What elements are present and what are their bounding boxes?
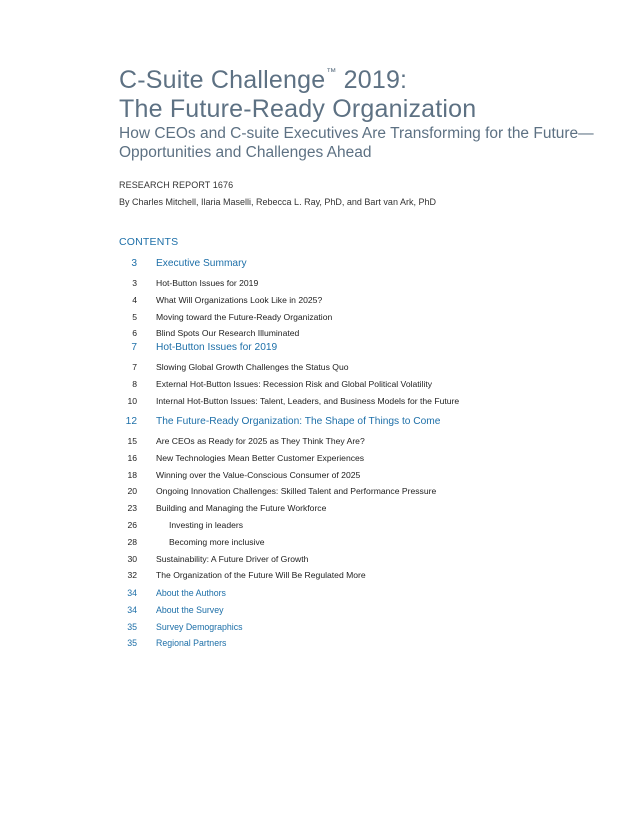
toc-entry-title: About the Survey xyxy=(156,604,224,615)
toc-page-number: 20 xyxy=(127,486,137,497)
report-subtitle: How CEOs and C-suite Executives Are Transforming for the Future—Opportunities and Challenges Ahead xyxy=(119,125,594,161)
toc-page-number: 32 xyxy=(127,570,137,581)
toc-entry-title: External Hot-Button Issues: Recession Risk and Global Political Volatility xyxy=(156,378,433,389)
toc-entry-title: Hot-Button Issues for 2019 xyxy=(156,278,259,288)
toc-entry-title: New Technologies Mean Better Customer Experiences xyxy=(156,452,365,463)
toc-page-number: 3 xyxy=(132,278,137,288)
toc-page-number: 7 xyxy=(132,362,137,372)
toc-entry-title: What Will Organizations Look Like in 2025? xyxy=(156,294,323,305)
toc-entry-title: The Future-Ready Organization: The Shape of Things to Come xyxy=(156,416,441,427)
toc-page-number: 18 xyxy=(127,469,137,480)
toc-page-number: 30 xyxy=(127,553,137,564)
author-line: By Charles Mitchell, Ilaria Maselli, Rebecca L. Ray, PhD, and Bart van Ark, PhD xyxy=(119,197,436,207)
toc-page-number: 7 xyxy=(131,342,137,353)
toc-entry-title: Winning over the Value-Conscious Consumer of 2025 xyxy=(156,469,361,480)
toc-entry-title: Regional Partners xyxy=(156,638,227,649)
toc-entry-title: Ongoing Innovation Challenges: Skilled Talent and Performance Pressure xyxy=(156,486,437,497)
toc-page-number: 16 xyxy=(127,452,137,463)
contents-heading: CONTENTS xyxy=(119,236,179,248)
toc-entry-title: Internal Hot-Button Issues: Talent, Leaders, and Business Models for the Future xyxy=(156,395,460,406)
toc-page-number: 26 xyxy=(127,520,137,530)
toc-entry-title: Slowing Global Growth Challenges the Status Quo xyxy=(156,362,349,372)
toc-page-number: 23 xyxy=(127,503,137,514)
toc-entry-title: Sustainability: A Future Driver of Growth xyxy=(156,553,309,564)
toc-entry-title: Investing in leaders xyxy=(169,520,244,530)
toc-entry-title: Moving toward the Future-Ready Organization xyxy=(156,311,333,322)
toc-page-number: 8 xyxy=(132,378,137,389)
toc-page-number: 15 xyxy=(127,436,137,446)
toc-page-number: 5 xyxy=(132,311,137,322)
toc-entry-title: Blind Spots Our Research Illuminated xyxy=(156,328,300,339)
toc-page-number: 3 xyxy=(131,258,137,269)
toc-page-number: 34 xyxy=(127,604,137,615)
toc-page-number: 35 xyxy=(127,638,137,649)
title-line2: The Future-Ready Organization xyxy=(119,95,477,123)
toc-entry-title: The Organization of the Future Will Be Regulated More xyxy=(156,570,366,581)
toc-page-number: 34 xyxy=(127,588,137,598)
toc-entry-title: Executive Summary xyxy=(156,258,247,269)
toc-page-number: 28 xyxy=(127,536,137,547)
trademark-symbol: ™ xyxy=(326,67,337,78)
toc-entry-title: Are CEOs as Ready for 2025 as They Think They Are? xyxy=(156,436,365,446)
toc-page-number: 12 xyxy=(125,416,137,427)
toc-page-number: 4 xyxy=(132,294,137,305)
toc-page-number: 6 xyxy=(132,328,137,339)
report-number: RESEARCH REPORT 1676 xyxy=(119,180,234,190)
toc-entry-title: Hot-Button Issues for 2019 xyxy=(156,342,278,353)
report-title xyxy=(119,58,619,124)
toc-page-number: 35 xyxy=(127,621,137,632)
toc-entry-title: Building and Managing the Future Workforce xyxy=(156,503,327,514)
title-line1: C-Suite Challenge xyxy=(119,66,326,94)
toc-entry-title: Becoming more inclusive xyxy=(169,536,265,547)
toc-page-number: 10 xyxy=(127,395,137,406)
title-year: 2019: xyxy=(336,66,408,94)
toc-entry-title: About the Authors xyxy=(156,588,226,598)
toc-entry-title: Survey Demographics xyxy=(156,621,243,632)
